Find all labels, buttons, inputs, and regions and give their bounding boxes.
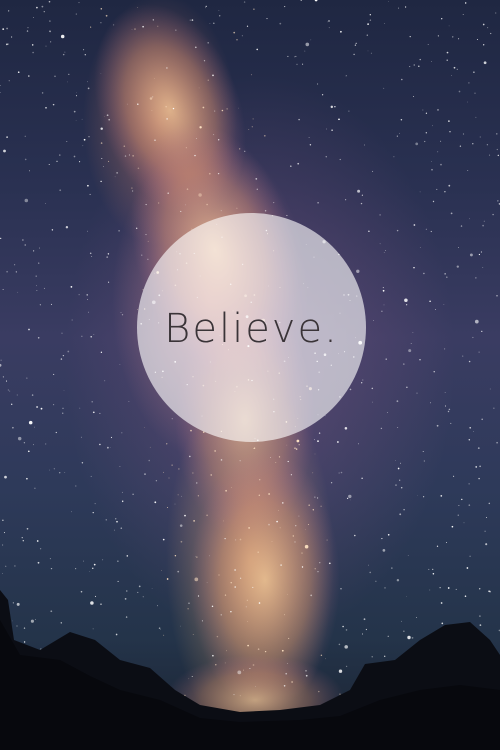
- believe-caption: Believe.: [164, 305, 339, 352]
- caption-circle: [137, 213, 366, 442]
